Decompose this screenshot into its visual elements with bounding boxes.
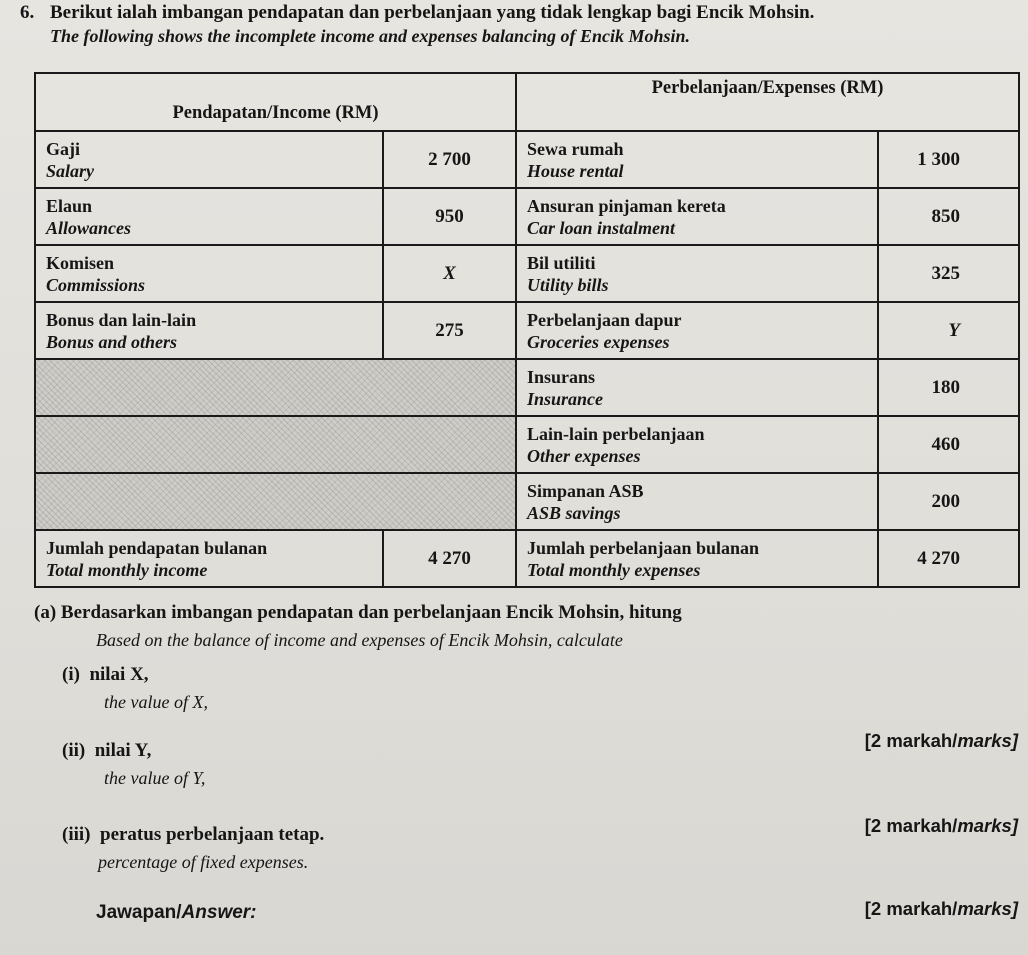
expense-value: 460 bbox=[878, 416, 1019, 473]
expense-label-en: House rental bbox=[527, 160, 624, 181]
total-expense-label-cell bbox=[516, 530, 878, 587]
table-row bbox=[35, 473, 1019, 530]
total-expense-label-en: Total monthly expenses bbox=[527, 559, 701, 580]
income-header bbox=[35, 73, 516, 131]
answer-label-ms: Jawapan/ bbox=[96, 902, 182, 923]
expense-label-ms: Simpanan ASB bbox=[527, 480, 644, 501]
part-a-instruction bbox=[34, 602, 682, 624]
table-total-row bbox=[35, 530, 1019, 587]
income-value: 2 700 bbox=[383, 131, 516, 188]
marks-ms: [2 markah/ bbox=[864, 898, 958, 919]
marks-ms: [2 markah/ bbox=[864, 730, 958, 751]
total-expense-label-ms: Jumlah perbelanjaan bulanan bbox=[527, 537, 760, 558]
income-label-en: Salary bbox=[46, 160, 95, 181]
sub-question-ms: nilai Y, bbox=[94, 740, 152, 761]
expense-label-cell bbox=[516, 473, 878, 530]
answer-label-en: Answer: bbox=[181, 902, 257, 923]
total-expense-value: 4 270 bbox=[878, 530, 1019, 587]
sub-question-ii-en: the value of Y, bbox=[104, 768, 206, 788]
table-row bbox=[35, 131, 1019, 188]
income-value-x: X bbox=[383, 245, 516, 302]
income-label-cell bbox=[35, 131, 383, 188]
expense-value-y: Y bbox=[878, 302, 1019, 359]
expense-label-ms: Ansuran pinjaman kereta bbox=[527, 195, 726, 216]
expense-label-cell bbox=[516, 416, 878, 473]
marks-en: marks] bbox=[957, 898, 1018, 919]
expense-value: 200 bbox=[878, 473, 1019, 530]
sub-question-number: (i) bbox=[62, 664, 80, 685]
marks-ms: [2 markah/ bbox=[864, 815, 958, 836]
expense-label-en: Other expenses bbox=[527, 445, 641, 466]
sub-question-iii-en: percentage of fixed expenses. bbox=[98, 852, 309, 872]
expense-label-ms: Perbelanjaan dapur bbox=[527, 309, 682, 330]
income-value: 275 bbox=[383, 302, 516, 359]
expense-label-cell bbox=[516, 302, 878, 359]
income-label-en: Allowances bbox=[46, 217, 132, 238]
income-label-ms: Komisen bbox=[46, 252, 115, 273]
question-title-ms: Berikut ialah imbangan pendapatan dan perbelanjaan yang tidak lengkap bagi Encik Mohsin. bbox=[50, 2, 815, 23]
income-label-ms: Elaun bbox=[46, 195, 93, 216]
sub-question-number: (ii) bbox=[62, 740, 86, 761]
expense-label-ms: Bil utiliti bbox=[527, 252, 596, 273]
total-income-label-ms: Jumlah pendapatan bulanan bbox=[46, 537, 268, 558]
table-row bbox=[35, 188, 1019, 245]
table-header-row bbox=[35, 73, 1019, 131]
sub-question-ms: peratus perbelanjaan tetap. bbox=[100, 824, 325, 845]
expense-label-ms: Insurans bbox=[527, 366, 596, 387]
expense-label-en: ASB savings bbox=[527, 502, 621, 523]
income-label-en: Commissions bbox=[46, 274, 146, 295]
question-title-en: The following shows the incomplete income and expenses balancing of Encik Mohsin. bbox=[50, 26, 691, 46]
part-a-text-en: Based on the balance of income and expenses of Encik Mohsin, calculate bbox=[96, 630, 623, 650]
sub-question-i-en: the value of X, bbox=[104, 692, 208, 712]
expense-value: 180 bbox=[878, 359, 1019, 416]
expense-label-cell bbox=[516, 245, 878, 302]
table-row bbox=[35, 302, 1019, 359]
expense-label-cell bbox=[516, 131, 878, 188]
income-label-cell bbox=[35, 188, 383, 245]
income-expense-table bbox=[34, 72, 1020, 588]
expense-value: 325 bbox=[878, 245, 1019, 302]
answer-label bbox=[96, 902, 257, 924]
expense-label-en: Groceries expenses bbox=[527, 331, 670, 352]
question-title bbox=[20, 2, 814, 24]
sub-question-iii bbox=[62, 824, 324, 846]
income-label-cell bbox=[35, 302, 383, 359]
sub-question-ms: nilai X, bbox=[89, 664, 149, 685]
sub-question-number: (iii) bbox=[62, 824, 91, 845]
part-a-label: (a) bbox=[34, 602, 57, 623]
marks-label bbox=[865, 815, 1018, 837]
shaded-cell bbox=[35, 473, 516, 530]
expense-label-en: Utility bills bbox=[527, 274, 609, 295]
total-income-label-en: Total monthly income bbox=[46, 559, 208, 580]
income-label-ms: Bonus dan lain-lain bbox=[46, 309, 197, 330]
income-label-cell bbox=[35, 245, 383, 302]
table-row bbox=[35, 416, 1019, 473]
expense-label-cell bbox=[516, 188, 878, 245]
income-label-ms: Gaji bbox=[46, 138, 80, 159]
sub-question-i bbox=[62, 664, 149, 686]
income-header-label: Pendapatan/Income (RM) bbox=[172, 103, 379, 123]
expense-value: 850 bbox=[878, 188, 1019, 245]
table-row bbox=[35, 245, 1019, 302]
total-income-label-cell bbox=[35, 530, 383, 587]
expense-header-label: Perbelanjaan/Expenses (RM) bbox=[651, 78, 884, 98]
shaded-cell bbox=[35, 359, 516, 416]
expense-label-cell bbox=[516, 359, 878, 416]
marks-label bbox=[865, 898, 1018, 920]
sub-question-ii bbox=[62, 740, 151, 762]
income-label-en: Bonus and others bbox=[46, 331, 178, 352]
table-row bbox=[35, 359, 1019, 416]
expense-label-ms: Lain-lain perbelanjaan bbox=[527, 423, 705, 444]
income-value: 950 bbox=[383, 188, 516, 245]
expense-label-ms: Sewa rumah bbox=[527, 138, 624, 159]
question-number: 6. bbox=[20, 2, 35, 23]
expense-label-en: Car loan instalment bbox=[527, 217, 676, 238]
total-income-value: 4 270 bbox=[383, 530, 516, 587]
shaded-cell bbox=[35, 416, 516, 473]
marks-en: marks] bbox=[957, 815, 1018, 836]
marks-en: marks] bbox=[957, 730, 1018, 751]
part-a-text-ms: Berdasarkan imbangan pendapatan dan perbelanjaan Encik Mohsin, hitung bbox=[60, 602, 682, 623]
marks-label bbox=[865, 730, 1018, 752]
expense-value: 1 300 bbox=[878, 131, 1019, 188]
expense-header bbox=[516, 73, 1019, 131]
expense-label-en: Insurance bbox=[527, 388, 604, 409]
